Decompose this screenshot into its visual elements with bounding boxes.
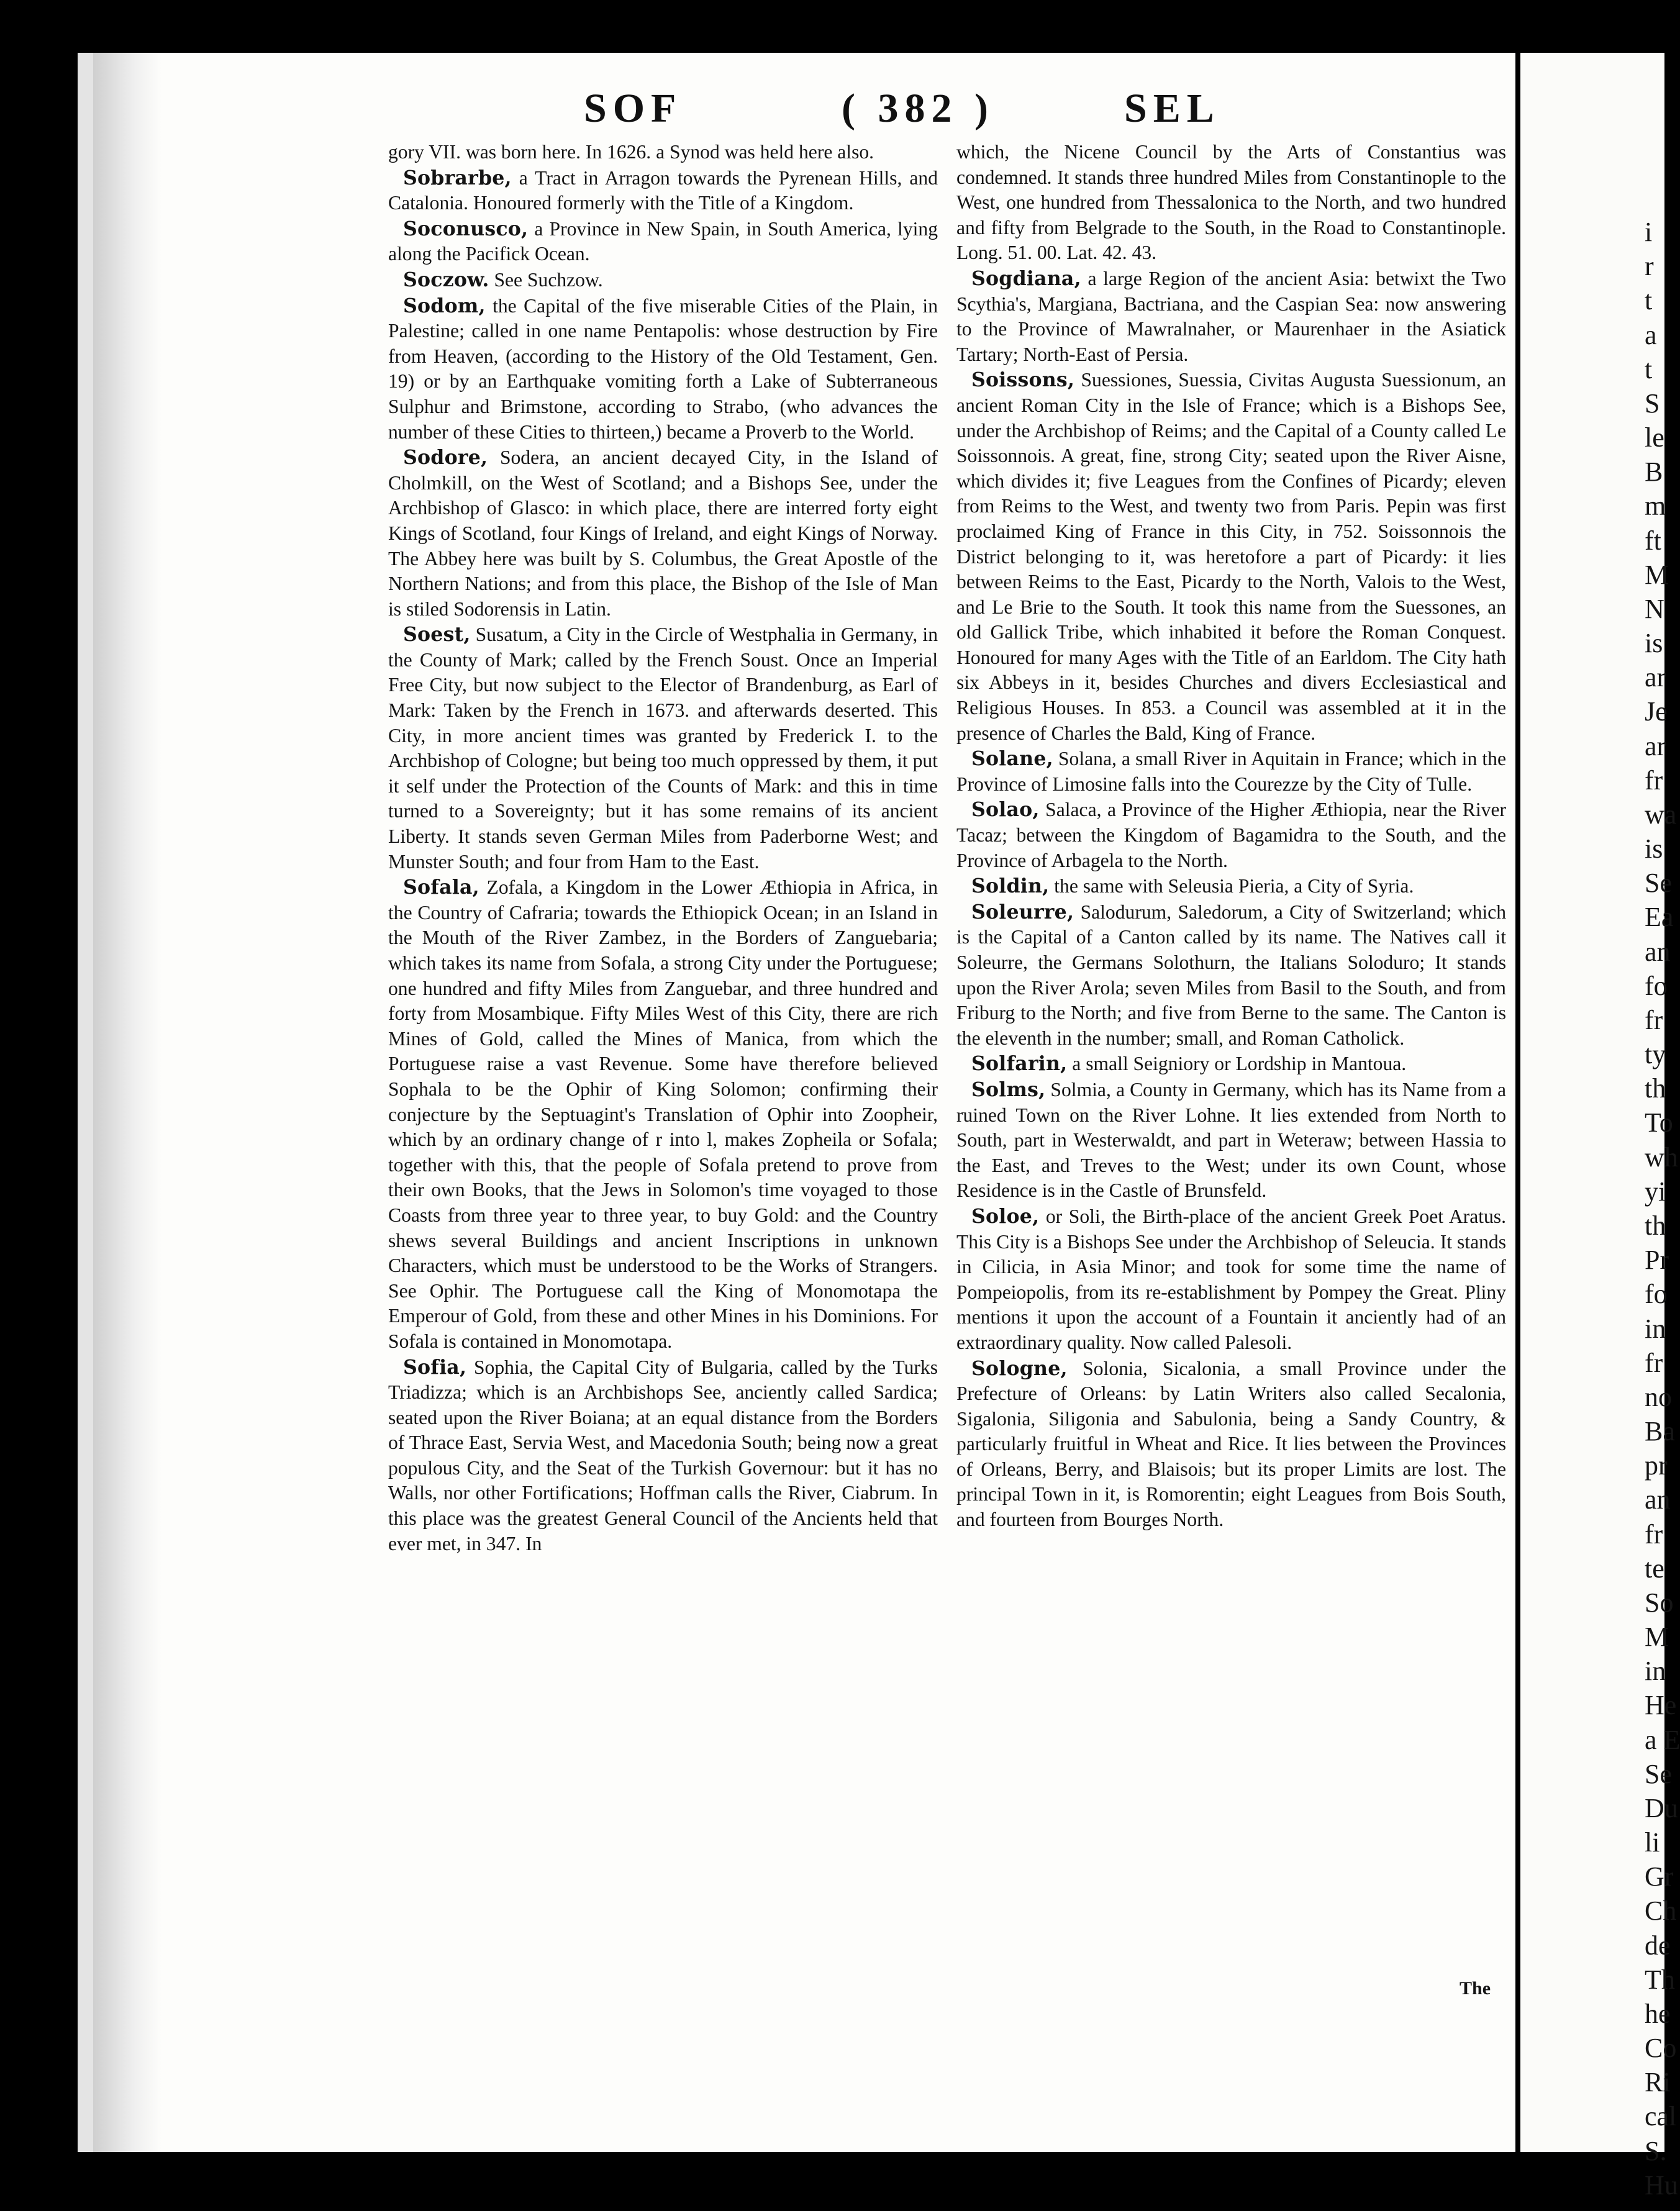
entry-headword: Soconusco, <box>403 217 529 240</box>
adjacent-page-fragment: Se <box>1645 868 1672 899</box>
dictionary-entry <box>388 217 938 267</box>
entry-text: Solana, a small River in Aquitain in France; which in the Province of Limosine falls into the Courezze by the City of Tulle. <box>956 748 1506 795</box>
adjacent-page-fragment: S. <box>1645 2135 1667 2166</box>
dictionary-entry <box>388 1355 938 1557</box>
adjacent-page-fragment: r <box>1645 251 1654 282</box>
adjacent-page-edge <box>1520 53 1680 2200</box>
adjacent-page-fragment: Ba <box>1645 1416 1675 1447</box>
adjacent-page-fragment: i <box>1645 217 1653 247</box>
entry-headword: Solfarin, <box>971 1052 1068 1076</box>
adjacent-page-fragment: a <box>1645 319 1657 350</box>
adjacent-page-fragment: t <box>1645 353 1653 384</box>
adjacent-page-fragment: M <box>1645 1622 1669 1653</box>
entry-headword: Sobrarbe, <box>403 166 512 189</box>
entry-text: Solonia, Sicalonia, a small Province under the Prefecture of Orleans: by Latin Writers also called Secalonia, Sigalonia, Siligonia and Sabulonia, being a Sandy Country, & particularly fruitful in Wheat and Rice. It lies between the Provinces of Orleans, Berry, and Blaisois; but its proper Limits are lost. The principal Town in it, is Romorentin; eight Leagues from Bois South, and fourteen from Bourges North. <box>956 1357 1506 1531</box>
left-column <box>388 140 938 1557</box>
adjacent-page-fragment: de <box>1645 1930 1671 1961</box>
adjacent-page-fragment: wh <box>1645 1142 1678 1173</box>
adjacent-page-fragment: To <box>1645 1107 1673 1138</box>
adjacent-page-fragment: So <box>1645 1587 1674 1618</box>
adjacent-page-fragment: Co <box>1645 2033 1677 2064</box>
dictionary-entry <box>388 294 938 445</box>
adjacent-page-fragment: N <box>1645 593 1664 624</box>
adjacent-page-fragment: fr <box>1645 765 1663 796</box>
entry-text: Sodera, an ancient decayed City, in the Island of Cholmkill, on the West of Scotland; and a Bishops See, under the Archbishop of Glasco: in which place, there are interred forty eight Kings of Scotland, four Kings of Ireland, and eight Kings of Norway. The Abbey here was built by S. Columbus, the Great Apostle of the Northern Nations; and from this place, the Bishop of the Isle of Man is stiled Sodorensis in Latin. <box>388 447 938 620</box>
adjacent-page-fragment: an <box>1645 1484 1671 1515</box>
adjacent-page-fragment: ar <box>1645 730 1666 761</box>
dictionary-entry <box>956 874 1506 899</box>
adjacent-page-fragment: le <box>1645 422 1664 453</box>
dictionary-entry <box>956 1078 1506 1204</box>
dictionary-entry <box>956 1204 1506 1356</box>
adjacent-page-fragment: th <box>1645 1073 1666 1104</box>
adjacent-page-fragment: li <box>1645 1827 1660 1858</box>
dictionary-entry <box>388 622 938 874</box>
adjacent-page-fragment: Gr <box>1645 1861 1674 1892</box>
adjacent-page-fragment: fo <box>1645 970 1668 1001</box>
adjacent-page-fragment: yi <box>1645 1176 1666 1207</box>
adjacent-page-fragment: He <box>1645 1690 1677 1721</box>
page-gutter <box>93 53 161 2152</box>
entry-headword: Sodore, <box>403 446 488 470</box>
catchword: The <box>1460 1978 1491 1999</box>
header-page-number: ( 382 ) <box>842 86 994 131</box>
adjacent-page-fragment: Ea <box>1645 902 1674 933</box>
adjacent-page-fragment: Pr <box>1645 1245 1669 1276</box>
adjacent-page-fragment: an <box>1645 936 1671 967</box>
entry-text: the Capital of the five miserable Cities of the Plain, in Palestine; called in one name Pentapolis: whose destruction by Fire from Heaven, (according to the History of the Old Testament, Gen. 19) or by an Earthquake vomiting forth a Lake of Subterraneous Sulphur and Brimstone, according to Strabo, (who advances the number of these Cities to thirteen,) became a Proverb to the World. <box>388 294 938 443</box>
adjacent-page-fragment: ft <box>1645 525 1661 556</box>
header-right: SEL <box>1124 86 1220 131</box>
adjacent-page-fragment: Du <box>1645 1792 1678 1823</box>
header-left: SOF <box>584 86 683 131</box>
adjacent-page-fragment: M <box>1645 559 1669 590</box>
entry-text: Susatum, a City in the Circle of Westphalia in Germany, in the County of Mark; called by the French Soust. Once an Imperial Free City, but now subject to the Elector of Brandenburg, as Earl of Mark: Taken by the French in 1673. and afterwards deserted. This City, in more ancient times was granted by Frederick I. to the Archbishop of Cologne; but being too much oppressed by them, it put it self under the Protection of the Counts of Mark: and this in time turned to a Sovereignty; but it has some remains of its ancient Liberty. It stands seven German Miles from Paderborne West; and Munster South; and four from Ham to the East. <box>388 624 938 873</box>
dictionary-entry <box>956 747 1506 797</box>
adjacent-page-fragment: fr <box>1645 1347 1663 1378</box>
entry-text: Sophia, the Capital City of Bulgaria, called by the Turks Triadizza; which is an Archbishops See, anciently called Sardica; seated upon the River Boiana; at an equal distance from the Borders of Thrace East, Servia West, and Macedonia South; being now a great populous City, and the Seat of the Turkish Governour: but it has no Walls, nor other Fortifications; Hoffman calls the River, Ciabrum. In this place was the greatest General Council of the Ancients held that ever met, in 347. In <box>388 1356 938 1555</box>
dictionary-entry <box>956 797 1506 873</box>
adjacent-page-fragment: is <box>1645 833 1663 865</box>
adjacent-page-fragment: Ri <box>1645 2067 1671 2098</box>
adjacent-page-fragment: B <box>1645 456 1663 488</box>
dictionary-entry <box>956 900 1506 1051</box>
entry-headword: Soest, <box>403 623 471 647</box>
entry-headword: Sodom, <box>403 294 486 317</box>
entry-headword: Solms, <box>971 1078 1046 1101</box>
adjacent-page-fragment: ty <box>1645 1039 1666 1070</box>
adjacent-page-fragment: Th <box>1645 1964 1675 1995</box>
adjacent-page-fragment: th <box>1645 1210 1666 1241</box>
right-column <box>956 140 1506 1533</box>
adjacent-page-fragment: a E <box>1645 1724 1680 1755</box>
adjacent-page-fragment: fr <box>1645 1519 1663 1550</box>
dictionary-entry <box>388 875 938 1354</box>
adjacent-page-fragment: in <box>1645 1656 1666 1687</box>
entry-headword: Sologne, <box>971 1356 1068 1380</box>
dictionary-entry <box>388 445 938 622</box>
entry-headword: Solane, <box>971 747 1053 771</box>
dictionary-entry <box>956 1356 1506 1533</box>
entry-text: gory VII. was born here. In 1626. a Synod was held here also. <box>388 141 874 163</box>
entry-headword: Soloe, <box>971 1204 1040 1228</box>
adjacent-page-fragment: fr <box>1645 1004 1663 1035</box>
entry-text: or Soli, the Birth-place of the ancient Greek Poet Aratus. This City is a Bishops See under the Archbishop of Seleucia. It stands in Cilicia, in Asia Minor; and took for some time the name of Pompeiopolis, from its re-establishment by Pompey the Great. Pliny mentions it upon the account of a Fountain it anciently had of an extraordinary quality. Now called Palesoli. <box>956 1205 1506 1353</box>
adjacent-page-fragment: m <box>1645 491 1666 522</box>
entry-headword: Sofala, <box>403 876 479 899</box>
adjacent-page-fragment: t <box>1645 285 1653 316</box>
book-page <box>93 53 1515 2152</box>
dictionary-entry <box>956 140 1506 266</box>
entry-text: See Suchzow. <box>489 268 603 291</box>
entry-text: which, the Nicene Council by the Arts of Constantius was condemned. It stands three hundred Miles from Constantinople to the West, one hundred from Thessalonica to the North, and two hundred and fifty from Belgrade to the South, in the Road to Constantinople. Long. 51. 00. Lat. 42. 43. <box>956 141 1506 264</box>
entry-text: Solmia, a County in Germany, which has its Name from a ruined Town on the River Lohne. It lies extended from North to South, part in Westerwaldt, and part in Weteraw; between Hassia to the East, and Treves to the West; under its own Count, whose Residence is in the Castle of Brunsfeld. <box>956 1078 1506 1202</box>
adjacent-page-fragment: is <box>1645 628 1663 659</box>
adjacent-page-fragment: fo <box>1645 1279 1668 1310</box>
adjacent-page-fragment: S <box>1645 388 1660 419</box>
entry-headword: Solao, <box>971 798 1040 822</box>
adjacent-page-fragment: he <box>1645 1998 1671 2029</box>
dictionary-entry <box>388 166 938 216</box>
entry-headword: Soldin, <box>971 874 1050 898</box>
adjacent-page-fragment: no <box>1645 1381 1672 1412</box>
adjacent-page-fragment: Hu <box>1645 2169 1678 2200</box>
entry-text: Suessiones, Suessia, Civitas Augusta Suessionum, an ancient Roman City in the Isle of France; which is a Bishops See, under the Archbishop of Reims; and the Capital of a County called Le Soissonnois. A great, fine, strong City; seated upon the River Aisne, which divides it; five Leagues from the Confines of Picardy; eleven from Reims to the West, and twenty two from Paris. Pepin was first proclaimed King of France in this City, in 752. Soissonnois the District belonging to it, was heretofore a part of Picardy: it lies between Reims to the East, Picardy to the North, Valois to the West, and Le Brie to the South. It took this name from the Suessones, an old Gallick Tribe, which inhabited it before the Roman Conquest. Honoured for many Ages with the Title of an Earldom. The City hath six Abbeys in it, besides Churches and divers Ecclesiastical and Religious Houses. In 853. a Council was assembled at it in the presence of Charles the Bald, King of France. <box>956 369 1506 744</box>
adjacent-page-fragment: te <box>1645 1553 1664 1584</box>
entry-text: the same with Seleusia Pieria, a City of Syria. <box>1049 875 1414 897</box>
adjacent-page-fragment: Ch <box>1645 1895 1677 1927</box>
dictionary-entry <box>956 266 1506 367</box>
entry-text: a Province in New Spain, in South America, lying along the Pacifick Ocean. <box>388 217 938 265</box>
entry-headword: Soissons, <box>971 368 1075 392</box>
entry-headword: Soleurre, <box>971 900 1074 924</box>
entry-headword: Sogdiana, <box>971 266 1081 290</box>
entry-text: a small Seigniory or Lordship in Mantoua. <box>1067 1053 1407 1075</box>
entry-text: a large Region of the ancient Asia: betwixt the Two Scythia's, Margiana, Bactriana, and the Caspian Sea: now answering to the Province of Mawralnaher, or Maurenhaer in the Asiatick Tartary; North-East of Persia. <box>956 267 1506 365</box>
dictionary-entry <box>956 1051 1506 1077</box>
entry-text: Zofala, a Kingdom in the Lower Æthiopia in Africa, in the Country of Cafraria; towards the Ethiopick Ocean; in an Island in the Mouth of the River Zambez, in the Borders of Zanguebaria; which takes its name from Sofala, a strong City under the Portuguese; one hundred and fifty Miles from Zanguebar, and three hundred and forty from Mosambique. Fifty Miles West of this City, there are rich Mines of Gold, called the Mines of Manica, from which the Portuguese raise a vast Revenue. Some have therefore believed Sophala to be the Ophir of King Solomon; confirming their conjecture by the Septuagint's Translation of Ophir into Zoopheir, which by an ordinary change of r into l, makes Zopheila or Sofala; together with this, that the people of Sofala pretend to prove from their own Books, that the Jews in Solomon's time voyaged to those Coasts from three year to three year, to buy Gold: and the Country shews several Buildings and ancient Inscriptions in unknown Characters, which must be understood to be the Works of Strangers. See Ophir. The Portuguese call the King of Monomotapa the Emperour of Gold, from these and other Mines in his Dominions. For Sofala is contained in Monomotapa. <box>388 876 938 1352</box>
dictionary-entry <box>388 140 938 165</box>
entry-text: Salaca, a Province of the Higher Æthiopia, near the River Tacaz; between the Kingdom of Bagamidra to the South, and the Province of Arbagela to the North. <box>956 799 1506 871</box>
adjacent-page-fragment: Se <box>1645 1758 1672 1789</box>
dictionary-entry <box>388 268 938 293</box>
dictionary-entry <box>956 368 1506 746</box>
entry-headword: Sofia, <box>403 1355 467 1379</box>
adjacent-page-fragment: in <box>1645 1313 1666 1344</box>
entry-headword: Soczow. <box>403 268 489 291</box>
entry-text: Salodurum, Saledorum, a City of Switzerland; which is the Capital of a Canton called by its name. The Natives call it Soleurre, the Germans Solothurn, the Italians Soloduro; It stands upon the River Arola; seven Miles from Basil to the South, and from Friburg to the North; and five from Berne to the same. The Canton is the eleventh in the number; small, and Roman Catholick. <box>956 901 1506 1049</box>
adjacent-page-fragment: pr <box>1645 1450 1668 1481</box>
adjacent-page-fragment: cal <box>1645 2101 1677 2132</box>
entry-text: a Tract in Arragon towards the Pyrenean Hills, and Catalonia. Honoured formerly with the Title of a Kingdom. <box>388 166 938 214</box>
adjacent-page-fragment: wa <box>1645 799 1677 830</box>
adjacent-page-fragment: Je <box>1645 696 1668 727</box>
adjacent-page-fragment: ar <box>1645 662 1666 693</box>
